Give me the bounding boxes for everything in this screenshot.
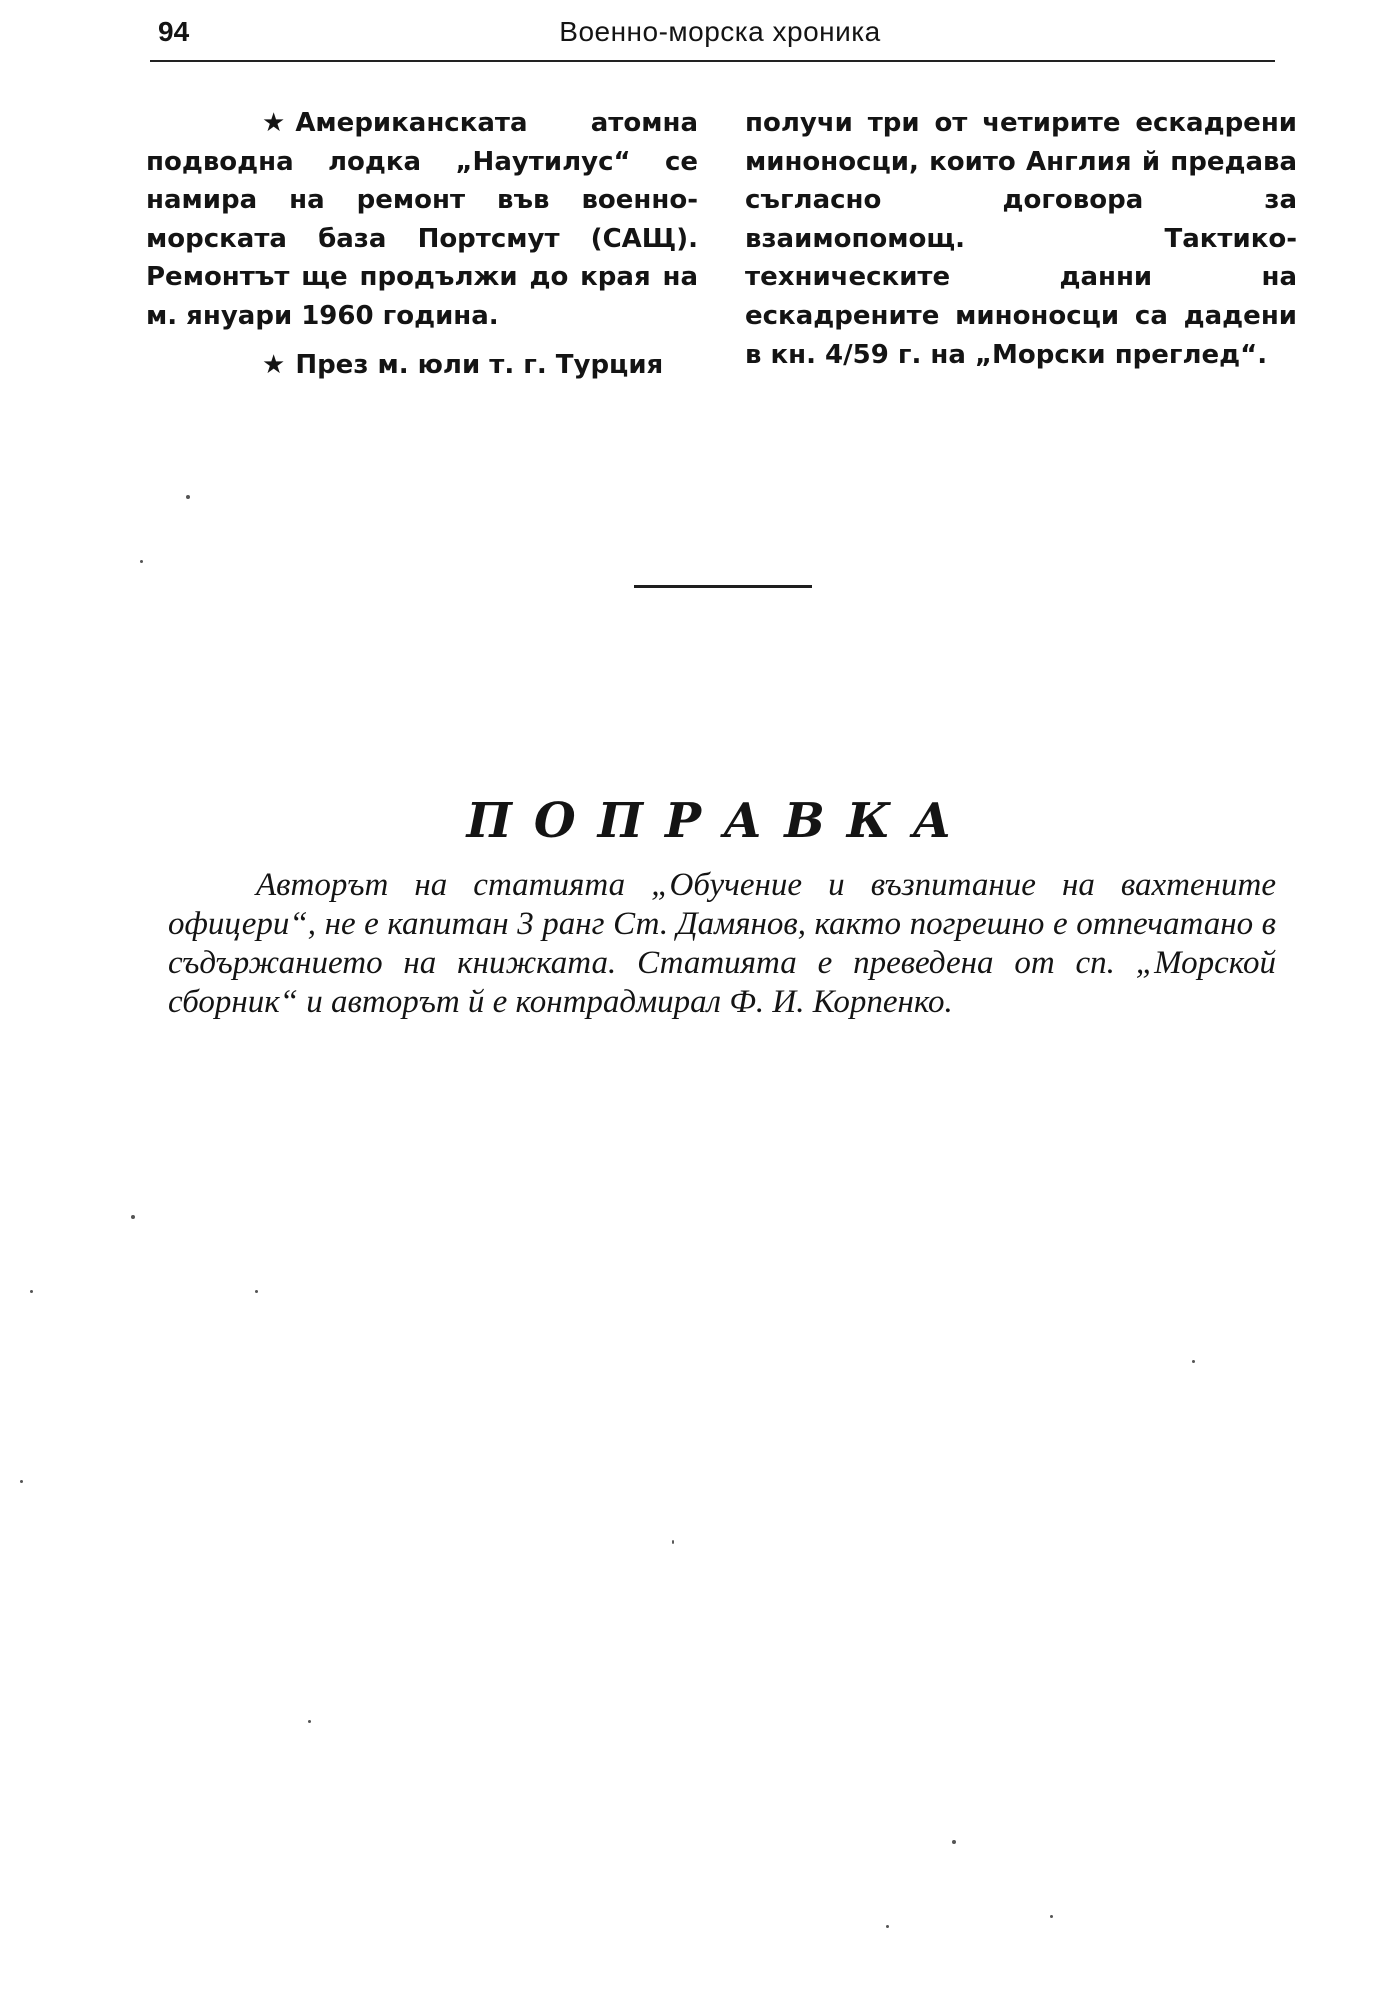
chronicle-item-nautilus-text: Американската атомна подводна лодка „Наутилус“ се намира на ремонт във военно-морската база Портсмут (САЩ). Ремонтът ще продължи до края на м. януари 1960 година. xyxy=(146,108,698,331)
chronicle-item-turkey-continued: получи три от четирите ескадрени миноносци, които Англия й предава съгласно договора за взаимопомощ. Тактико-техническите данни на ескадрените миноносци са дадени в кн. 4/59 г. на „Морски преглед“. xyxy=(745,108,1297,370)
star-icon: ★ xyxy=(262,349,286,380)
scan-speck xyxy=(20,1480,23,1483)
correction-title: ПОПРАВКА xyxy=(466,793,974,849)
scan-speck xyxy=(308,1720,311,1723)
scan-speck xyxy=(131,1215,135,1219)
chronicle-item-turkey-start xyxy=(146,346,698,385)
scan-speck xyxy=(672,1540,674,1544)
header-rule xyxy=(150,60,1275,62)
scan-speck xyxy=(1050,1915,1053,1918)
page-number: 94 xyxy=(158,16,190,47)
chronicle-left-column xyxy=(146,104,698,384)
scan-speck xyxy=(952,1840,956,1844)
scan-speck xyxy=(1192,1360,1195,1363)
scan-speck xyxy=(140,560,143,563)
star-icon: ★ xyxy=(262,108,286,138)
chronicle-right-column xyxy=(745,104,1297,374)
scan-speck xyxy=(886,1925,889,1928)
section-divider xyxy=(634,585,812,588)
correction-body: Авторът на статията „Обучение и възпитание на вахтените офицери“, не е капитан 3 ранг Ст. Дамянов, както погрешно е отпечатано в съдържанието на книжката. Статията е преведена от сп. „Морской сборник“ и авторът й е контрадмирал Ф. И. Корпенко. xyxy=(168,867,1276,1020)
chronicle-item-turkey-start-text: През м. юли т. г. Турция xyxy=(295,349,664,380)
scan-speck xyxy=(186,495,190,499)
scan-speck xyxy=(255,1290,258,1293)
running-title: Военно-морска хроника xyxy=(559,16,881,47)
scan-speck xyxy=(30,1290,33,1293)
chronicle-item-nautilus xyxy=(146,104,698,336)
